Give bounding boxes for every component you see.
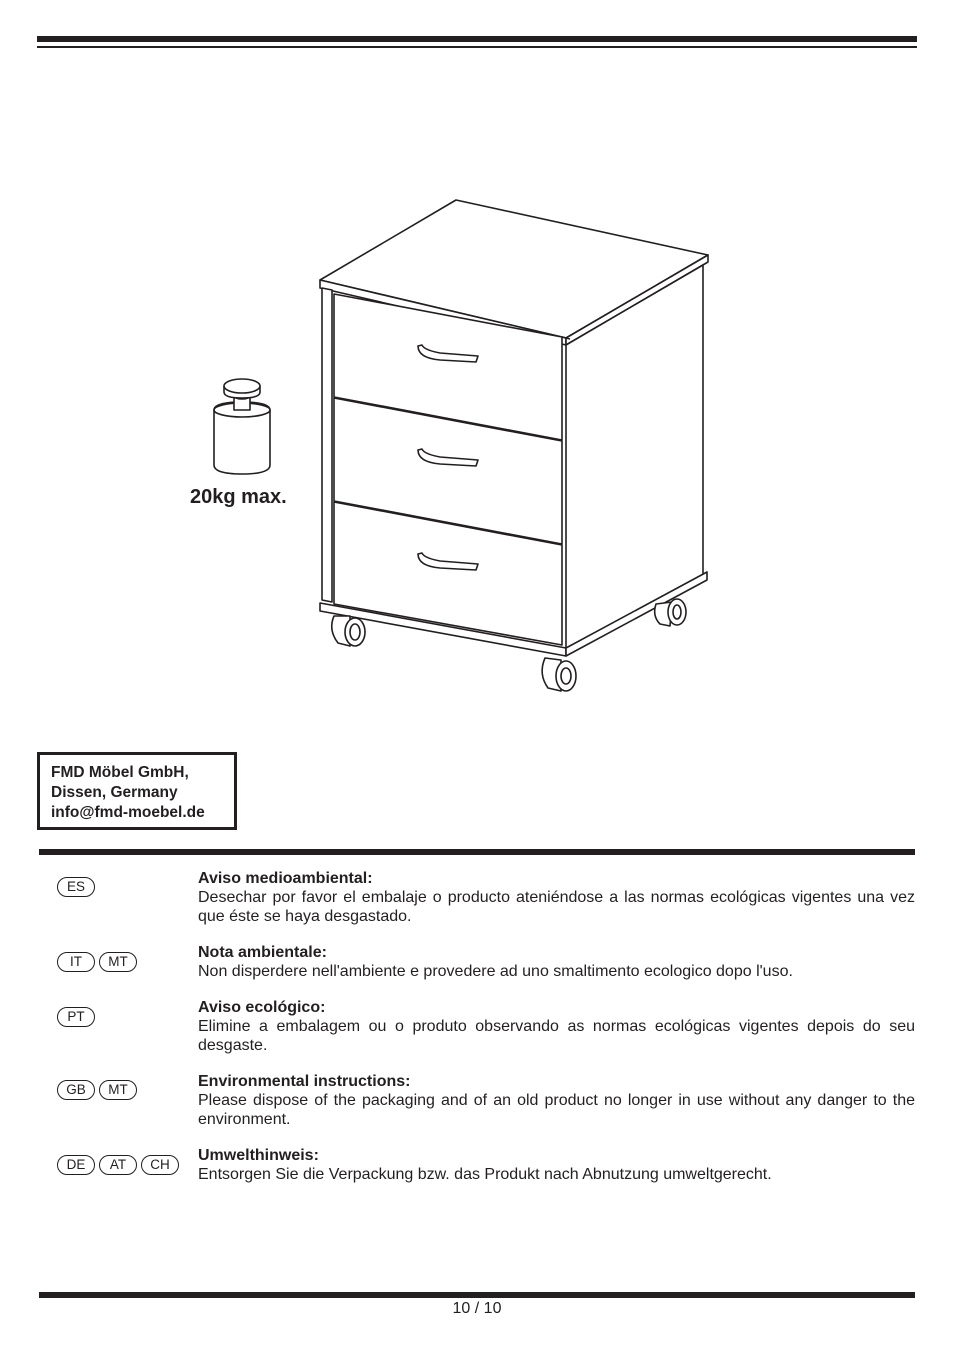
notice-title: Aviso ecológico: bbox=[198, 999, 326, 1016]
weight-limit-label: 20kg max. bbox=[190, 486, 287, 508]
top-rule-thin bbox=[37, 46, 917, 48]
notice-title: Nota ambientale: bbox=[198, 944, 327, 961]
company-email: info@fmd-moebel.de bbox=[51, 804, 205, 821]
company-name: FMD Möbel GmbH, bbox=[51, 764, 189, 781]
drawer-cabinet-illustration bbox=[180, 190, 740, 710]
notice-body: Elimine a embalagem ou o produto observando as normas ecológicas vigentes depois do seu desgaste. bbox=[198, 1018, 915, 1054]
country-badge: IT bbox=[57, 952, 95, 972]
notice-body: Non disperdere nell'ambiente e provedere ad uno smaltimento ecologico dopo l'uso. bbox=[198, 963, 793, 980]
country-badge: CH bbox=[141, 1155, 179, 1175]
notice-title: Umwelthinweis: bbox=[198, 1147, 319, 1164]
section-divider bbox=[39, 849, 915, 855]
notice-title: Aviso medioambiental: bbox=[198, 870, 373, 887]
country-badge: ES bbox=[57, 877, 95, 897]
country-badge: DE bbox=[57, 1155, 95, 1175]
notice-title: Environmental instructions: bbox=[198, 1073, 411, 1090]
notice-body: Please dispose of the packaging and of an old product no longer in use without any danger to the environment. bbox=[198, 1092, 915, 1128]
company-location: Dissen, Germany bbox=[51, 784, 178, 801]
country-badge: MT bbox=[99, 952, 137, 972]
country-badge: MT bbox=[99, 1080, 137, 1100]
top-rule bbox=[37, 36, 917, 42]
notice-body: Entsorgen Sie die Verpackung bzw. das Produkt nach Abnutzung umweltgerecht. bbox=[198, 1166, 772, 1183]
company-info-box bbox=[37, 752, 237, 830]
notice-body: Desechar por favor el embalaje o producto ateniéndose a las normas ecológicas vigentes una vez que éste se haya desgastado. bbox=[198, 889, 915, 925]
country-badge: AT bbox=[99, 1155, 137, 1175]
page-number: 10 / 10 bbox=[452, 1300, 502, 1317]
country-badge: GB bbox=[57, 1080, 95, 1100]
footer-rule bbox=[39, 1292, 915, 1298]
country-badge: PT bbox=[57, 1007, 95, 1027]
